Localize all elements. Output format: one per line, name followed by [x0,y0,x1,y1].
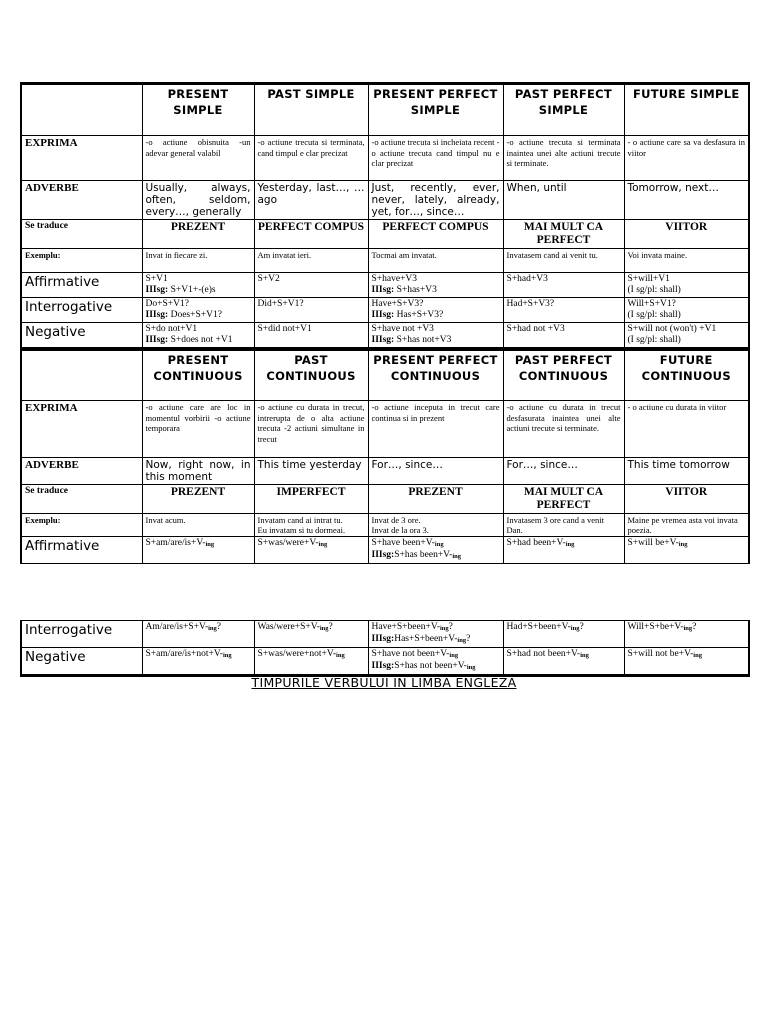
traduce-cell: MAI MULT CA PERFECT [503,220,624,249]
formula-line: S+am/are/is+V- [145,538,206,548]
header-future-simple: FUTURE SIMPLE [624,84,749,136]
formula-line: S+has not been+V- [394,661,467,671]
affirmative-cell [254,273,368,298]
formula-line: Was/were+S+V- [257,622,320,632]
affirmative-cell [254,537,368,564]
corner-cell [21,351,142,401]
example-line: Invat de la ora 3. [371,525,429,535]
formula-line: Have+S+been+V- [371,622,440,632]
exprima-cell: -o actiune trecuta si incheiata recent -o actiune trecuta cand timpul nu e clar precizat [368,136,503,181]
ing-suffix: ing [570,625,580,632]
formula-line: S+has been+V- [394,550,453,560]
formula-line: S+have not been+V- [371,649,450,659]
third-person-label: IIIsg: [145,285,169,295]
exprima-cell: - o actiune care sa va desfasura in viitor [624,136,749,181]
adverbe-cell: Usually, always, often, seldom, every…, generally [142,181,254,220]
traduce-cell: IMPERFECT [254,485,368,514]
interrogative-cell [254,621,368,648]
traduce-cell: PREZENT [368,485,503,514]
ing-suffix: ing [565,541,575,548]
formula-note: (I sg/pl: shall) [627,335,681,345]
continuous-tenses-table-continued [20,620,750,677]
interrogative-cell [142,621,254,648]
exemplu-cell: Am invatat ieri. [254,249,368,273]
third-person-label: IIIsg: [145,310,169,320]
exemplu-cell: Voi invata maine. [624,249,749,273]
formula-note: (I sg/pl: shall) [627,285,681,295]
third-person-label: IIIsg: [371,285,395,295]
example-line: Invat de 3 ore. [371,515,421,525]
formula-line: S+had not been+V- [506,649,581,659]
formula-line: Did+S+V1? [257,299,304,309]
ing-suffix: ing [580,652,589,659]
question-mark: ? [466,634,471,644]
adverbe-cell: For…, since… [368,458,503,485]
formula-line: S+had been+V- [506,538,566,548]
formula-line: Had+S+V3? [506,299,555,309]
formula-line: S+do not+V1 [145,324,198,334]
ing-suffix: ing [452,553,461,560]
formula-line: Had+S+been+V- [506,622,571,632]
row-label-exprima: EXPRIMA [21,401,142,458]
exprima-cell: -o actiune trecuta si terminata inaintea unei alte actiuni trecute si terminate. [503,136,624,181]
example-line: Invat acum. [145,515,186,525]
formula-line: Do+S+V1? [145,299,189,309]
affirmative-cell [503,537,624,564]
adverbe-cell: Now, right now, in this moment [142,458,254,485]
negative-cell [503,323,624,349]
traduce-cell: VIITOR [624,485,749,514]
header-present-perfect-simple: PRESENT PERFECT SIMPLE [368,84,503,136]
formula-line: S+did not+V1 [257,324,312,334]
ing-suffix: ing [222,652,232,659]
row-label-affirmative: Affirmative [21,273,142,298]
formula-line: S+was/were+V- [257,538,319,548]
row-label-interrogative: Interrogative [21,621,142,648]
adverbe-cell: For…, since… [503,458,624,485]
exprima-cell: -o actiune care are loc in momentul vorbirii -o actiune temporara [142,401,254,458]
row-label-adverbe: ADVERBE [21,458,142,485]
formula-line: Have+S+V3? [371,299,424,309]
row-label-se-traduce: Se traduce [21,485,142,514]
continuous-tenses-table [20,350,750,564]
negative-cell [624,648,749,676]
formula-line: Am/are/is+S+V- [145,622,209,632]
formula-line: Will+S+V1? [627,299,676,309]
affirmative-cell [142,537,254,564]
formula-line: S+will not be+V- [627,649,694,659]
row-label-se-traduce: Se traduce [21,220,142,249]
third-person-label: IIIsg: [371,661,395,671]
question-mark: ? [448,622,453,632]
third-person-label: IIIsg: [371,550,395,560]
ing-suffix: ing [440,625,449,632]
question-mark: ? [328,622,333,632]
example-line: Invatasem 3 ore cand a venit Dan. [506,515,604,535]
header-past-simple: PAST SIMPLE [254,84,368,136]
document-title: TIMPURILE VERBULUI IN LIMBA ENGLEZA [251,675,517,690]
negative-cell [368,648,503,676]
adverbe-cell: Yesterday, last…, …ago [254,181,368,220]
affirmative-cell [142,273,254,298]
question-mark: ? [216,622,222,632]
negative-cell [142,323,254,349]
corner-cell [21,84,142,136]
formula-line: Will+S+be+V- [627,622,684,632]
traduce-cell: VIITOR [624,220,749,249]
adverbe-cell: This time tomorrow [624,458,749,485]
ing-suffix: ing [683,625,693,632]
interrogative-cell [368,298,503,323]
affirmative-cell [368,273,503,298]
ing-suffix: ing [208,625,217,632]
formula-line: S+had+V3 [506,274,548,284]
negative-cell [368,323,503,349]
header-past-perfect-continuous: PAST PERFECT CONTINUOUS [503,351,624,401]
example-line: Eu invatam si tu dormeai. [257,525,346,535]
traduce-cell: PREZENT [142,485,254,514]
interrogative-cell [503,621,624,648]
exprima-cell: -o actiune trecuta si terminata, cand timpul e clar precizat [254,136,368,181]
exemplu-cell: Tocmai am invatat. [368,249,503,273]
affirmative-cell [624,537,749,564]
adverbe-cell: This time yesterday [254,458,368,485]
ing-suffix: ing [457,637,467,644]
formula-line: S+was/were+not+V- [257,649,337,659]
formula-line: S+V2 [257,274,280,284]
header-present-simple: PRESENT SIMPLE [142,84,254,136]
exprima-cell: -o actiune obisnuita -un adevar general valabil [142,136,254,181]
formula-line: S+have+V3 [371,274,418,284]
negative-cell [254,323,368,349]
exemplu-cell: Invatasem cand ai venit tu. [503,249,624,273]
exemplu-cell [142,514,254,537]
formula-line: S+V1+-(e)s [168,285,216,295]
third-person-label: IIIsg: [371,634,395,644]
row-label-negative: Negative [21,648,142,676]
ing-suffix: ing [678,541,688,548]
header-present-continuous: PRESENT CONTINUOUS [142,351,254,401]
adverbe-cell: When, until [503,181,624,220]
traduce-cell: PERFECT COMPUS [254,220,368,249]
negative-cell [142,648,254,676]
interrogative-cell [142,298,254,323]
exemplu-cell [624,514,749,537]
question-mark: ? [579,622,584,632]
exemplu-cell [503,514,624,537]
exprima-cell: -o actiune inceputa in trecut care continua si in prezent [368,401,503,458]
row-label-affirmative: Affirmative [21,537,142,564]
negative-cell [624,323,749,349]
exemplu-cell: Invat in fiecare zi. [142,249,254,273]
ing-suffix: ing [205,541,215,548]
third-person-label: IIIsg: [371,310,395,320]
interrogative-cell [368,621,503,648]
exprima-cell: - o actiune cu durata in viitor [624,401,749,458]
exemplu-cell [254,514,368,537]
formula-line: Has+S+V3? [394,310,444,320]
formula-line: S+does not +V1 [168,335,233,345]
header-present-perfect-continuous: PRESENT PERFECT CONTINUOUS [368,351,503,401]
formula-line: S+has not+V3 [394,335,452,345]
negative-cell [503,648,624,676]
interrogative-cell [503,298,624,323]
simple-tenses-table [20,82,750,350]
affirmative-cell [624,273,749,298]
ing-suffix: ing [434,541,444,548]
formula-line: S+have not +V3 [371,324,434,334]
formula-line: S+V1 [145,274,168,284]
interrogative-cell [624,621,749,648]
interrogative-cell [254,298,368,323]
row-label-interrogative: Interrogative [21,298,142,323]
ing-suffix: ing [693,652,702,659]
formula-note: (I sg/pl: shall) [627,310,681,320]
row-label-adverbe: ADVERBE [21,181,142,220]
question-mark: ? [692,622,697,632]
formula-line: S+will+V1 [627,274,670,284]
example-line: Invatam cand ai intrat tu. [257,515,343,525]
row-label-exemplu: Exemplu: [21,514,142,537]
third-person-label: IIIsg: [371,335,395,345]
header-future-continuous: FUTURE CONTINUOUS [624,351,749,401]
third-person-label: IIIsg: [145,335,169,345]
traduce-cell: PERFECT COMPUS [368,220,503,249]
example-line: Maine pe vremea asta voi invata poezia. [627,515,738,535]
ing-suffix: ing [319,625,329,632]
formula-line: Has+S+been+V- [394,634,458,644]
adverbe-cell: Tomorrow, next… [624,181,749,220]
affirmative-cell [368,537,503,564]
affirmative-cell [503,273,624,298]
formula-line: S+have been+V- [371,538,435,548]
ing-suffix: ing [318,541,328,548]
formula-line: S+am/are/is+not+V- [145,649,223,659]
interrogative-cell [624,298,749,323]
tenses-document [20,82,748,690]
header-past-perfect-simple: PAST PERFECT SIMPLE [503,84,624,136]
formula-line: S+will be+V- [627,538,679,548]
exprima-cell: -o actiune cu durata in trecut desfasurata inaintea unei alte actiuni trecute si terminate. [503,401,624,458]
ing-suffix: ing [449,652,459,659]
traduce-cell: MAI MULT CA PERFECT [503,485,624,514]
formula-line: Does+S+V1? [168,310,222,320]
ing-suffix: ing [466,664,476,671]
traduce-cell: PREZENT [142,220,254,249]
row-label-exprima: EXPRIMA [21,136,142,181]
adverbe-cell: Just, recently, ever, never, lately, already, yet, for…, since… [368,181,503,220]
exemplu-cell [368,514,503,537]
row-label-exemplu: Exemplu: [21,249,142,273]
row-label-negative: Negative [21,323,142,349]
formula-line: S+has+V3 [394,285,437,295]
header-past-continuous: PAST CONTINUOUS [254,351,368,401]
ing-suffix: ing [336,652,345,659]
formula-line: S+will not (won't) +V1 [627,324,717,334]
exprima-cell: -o actiune cu durata in trecut, intrerupta de o alta actiune trecuta -2 actiuni simultane in trecut [254,401,368,458]
formula-line: S+had not +V3 [506,324,565,334]
negative-cell [254,648,368,676]
